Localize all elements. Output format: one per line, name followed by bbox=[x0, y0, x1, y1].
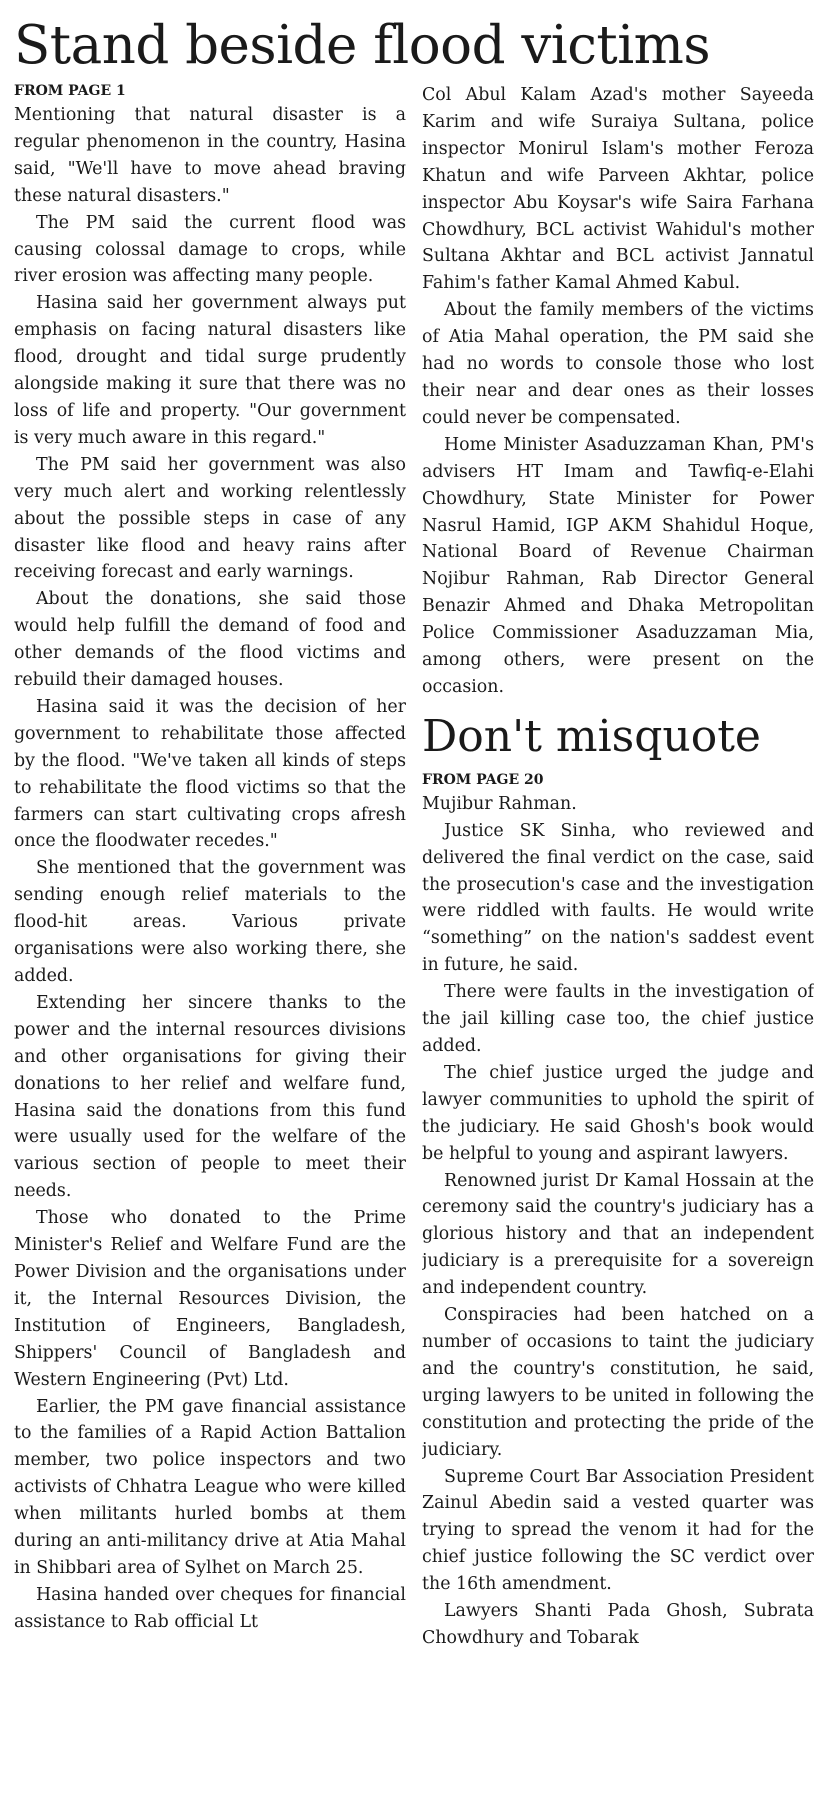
paragraph: The PM said the current flood was causing colossal damage to crops, while river erosion was affecting many people. bbox=[14, 212, 406, 287]
second-story-headline: Don't misquote bbox=[422, 710, 761, 762]
dateline: FROM PAGE 1 bbox=[14, 83, 126, 99]
right-column bbox=[422, 82, 814, 1802]
paragraph: Conspiracies had been hatched on a number of occasions to taint the judiciary and the country's constitution, he said, urging lawyers to be united in following the constitution and protecting the pride of the judiciary. bbox=[422, 1305, 814, 1460]
paragraph: The chief justice urged the judge and lawyer communities to uphold the spirit of the judiciary. He said Ghosh's book would be helpful to young and aspirant lawyers. bbox=[422, 1062, 814, 1164]
paragraph: About the family members of the victims of Atia Mahal operation, the PM said she had no words to console those who lost their near and dear ones as their losses could never be compensated. bbox=[422, 300, 814, 428]
paragraph: Extending her sincere thanks to the power and the internal resources divisions and other organisations for giving their donations to her relief and welfare fund, Hasina said the donations from this fund were usually used for the welfare of the various section of people to meet their needs. bbox=[14, 992, 406, 1202]
paragraph: Mentioning that natural disaster is a regular phenomenon in the country, Hasina said, "We'll have to move ahead braving these natural disasters." bbox=[14, 105, 406, 206]
paragraph: Justice SK Sinha, who reviewed and delivered the final verdict on the case, said the prosecution's case and the investigation were riddled with faults. He would write “something” on the nation's saddest event in future, he said. bbox=[422, 820, 814, 976]
paragraph: Col Abul Kalam Azad's mother Sayeeda Karim and wife Suraiya Sultana, police inspector Monirul Islam's mother Feroza Khatun and wife Parveen Akhtar, police inspector Abu Koysar's wife Saira Farhana Chowdhury, BCL activist Wahidul's mother Sultana Akhtar and BCL activist Jannatul Fahim's father Kamal Ahmed Kabul. bbox=[422, 85, 814, 294]
paragraph: Hasina said it was the decision of her government to rehabilitate those affected by the flood. "We've taken all kinds of steps to rehabilitate the flood victims so that the farmers can start cultivating crops afresh once the floodwater recedes." bbox=[14, 696, 406, 852]
paragraph: The PM said her government was also very much alert and working relentlessly about the possible steps in case of any disaster like flood and heavy rains after receiving forecast and early warnings. bbox=[14, 454, 406, 583]
paragraph: Hasina said her government always put emphasis on facing natural disasters like flood, drought and tidal surge prudently alongside making it sure that there was no loss of life and property. "Our government is very much aware in this regard." bbox=[14, 293, 406, 448]
paragraph: Hasina handed over cheques for financial assistance to Rab official Lt bbox=[14, 1584, 406, 1632]
left-column bbox=[14, 82, 406, 1802]
paragraph: Earlier, the PM gave financial assistance to the families of a Rapid Action Battalion member, two police inspectors and two activists of Chhatra League who were killed when militants hurled bombs at them during an anti-militancy drive at Atia Mahal in Shibbari area of Sylhet on March 25. bbox=[14, 1396, 406, 1578]
paragraph: Supreme Court Bar Association President Zainul Abedin said a vested quarter was trying to spread the venom it had for the chief justice following the SC verdict over the 16th amendment. bbox=[422, 1466, 814, 1595]
paragraph: Home Minister Asaduzzaman Khan, PM's advisers HT Imam and Tawfiq-e-Elahi Chowdhury, State Minister for Power Nasrul Hamid, IGP AKM Shahidul Hoque, National Board of Revenue Chairman Nojibur Rahman, Rab Director General Benazir Ahmed and Dhaka Metropolitan Police Commissioner Asaduzzaman Mia, among others, were present on the occasion. bbox=[422, 434, 814, 697]
paragraph: About the donations, she said those would help fulfill the demand of food and other demands of the flood victims and rebuild their damaged houses. bbox=[14, 589, 406, 691]
story-headline: Stand beside flood victims bbox=[14, 15, 711, 76]
paragraph: Renowned jurist Dr Kamal Hossain at the ceremony said the country's judiciary has a glorious history and that an independent judiciary is a prerequisite for a sovereign and independent country. bbox=[422, 1170, 814, 1299]
paragraph: Those who donated to the Prime Minister's Relief and Welfare Fund are the Power Division and the organisations under it, the Internal Resources Division, the Institution of Engineers, Bangladesh, Shippers' Council of Bangladesh and Western Engineering (Pvt) Ltd. bbox=[14, 1208, 406, 1390]
paragraph: Lawyers Shanti Pada Ghosh, Subrata Chowdhury and Tobarak bbox=[422, 1601, 814, 1648]
paragraph: There were faults in the investigation of the jail killing case too, the chief justice added. bbox=[422, 982, 814, 1056]
dateline: FROM PAGE 20 bbox=[422, 771, 544, 788]
paragraph: She mentioned that the government was sending enough relief materials to the flood-hit areas. Various private organisations were also working there, she added. bbox=[14, 858, 406, 986]
paragraph: Mujibur Rahman. bbox=[422, 793, 577, 814]
article-columns bbox=[14, 82, 814, 1802]
